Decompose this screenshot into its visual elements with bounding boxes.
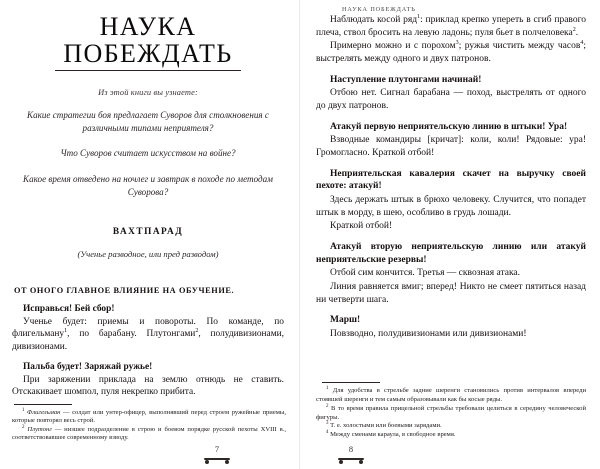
book-title-line-2: ПОБЕЖДАТЬ <box>63 38 233 68</box>
footnote-text: Между сменами караула, в свободное время. <box>330 431 456 439</box>
paragraph-text-part: Наблюдать косой ряд <box>330 15 418 25</box>
ornament-dot-right <box>225 460 229 464</box>
chapter-title: ВАХТПАРАД <box>112 226 184 237</box>
page-folio <box>328 446 374 465</box>
footnote-number: 2 <box>326 403 329 409</box>
chapter-subtitle: (Ученье разводное, или пред разводом) <box>77 248 219 259</box>
footnote-term: Флигельман <box>27 408 61 416</box>
running-header: НАУКА ПОБЕЖДАТЬ <box>342 6 416 13</box>
footnote <box>316 387 586 405</box>
footnote-text: — низшее подразделение в строю и боевом порядке русской пехоты XVIII в., соответствовавшее современному взводу. <box>12 425 286 442</box>
command-line: Марш! <box>330 315 361 326</box>
footnote-text: Для удобства в стрельбе задние шеренги становились против интервалов впереди стоявшей шеренги и тем самым образовывали как бы косые ряды. <box>316 387 586 404</box>
footnote <box>12 409 286 426</box>
paragraph-text-part: Ученье будет: приемы и повороты. По команде, по флигельману <box>12 317 284 340</box>
command-line: Атакуй вторую неприятельскую линию или атакуй неприятельские резервы! <box>316 242 586 265</box>
paragraph-text-part: . <box>575 27 579 38</box>
footnote <box>316 431 586 440</box>
footnote-marker[interactable]: 4 <box>580 40 584 47</box>
body-paragraph: Линия равняется вмиг; вперед! Никто не смеет пятиться назад ни четверти шага. <box>316 282 586 305</box>
teaser-question-2: Что Суворов считает искусством на войне? <box>60 148 236 159</box>
footnote <box>316 422 586 431</box>
footnote-number: 4 <box>326 430 329 436</box>
right-page <box>300 0 600 469</box>
ornament-dot-right <box>359 460 363 464</box>
footnote <box>316 405 586 423</box>
footnotes-area <box>12 404 286 443</box>
footnote-number: 1 <box>22 407 25 413</box>
teaser-question-3: Какое время отведено на ночлег и завтрак в походе по методам Суворова? <box>23 173 273 197</box>
teaser-lead: Из этой книги вы узнаете: <box>98 88 198 98</box>
book-title <box>12 14 284 67</box>
footnote-number: 2 <box>22 424 25 430</box>
body-paragraph <box>12 316 284 353</box>
footnote-number: 1 <box>326 386 329 392</box>
footnote-marker[interactable]: 1 <box>64 328 68 335</box>
page-number: 7 <box>214 444 220 454</box>
page-number: 8 <box>348 444 354 454</box>
book-title-line-1: НАУКА <box>99 12 197 41</box>
paragraph-text-part: ; ружья чистить между часов <box>458 41 581 52</box>
body-paragraph: Краткой отбой! <box>330 221 393 232</box>
footnote-text: Т. е. холостыми или боевыми зарядами. <box>330 422 442 430</box>
paragraph-text-part: , полудивизионами, дивизионами. <box>12 329 285 352</box>
footnotes-area <box>316 382 586 440</box>
body-paragraph: Взводные командиры [кричат]: коли, коли! Рядовые: ура! Громогласно. Краткой отбой! <box>316 135 586 159</box>
folio-ornament-icon <box>204 457 230 465</box>
body-paragraph: Повзводно, полудивизионами или дивизионами! <box>330 329 527 340</box>
footnote-text: — солдат или унтер-офицер, выполнявший перед строем ружейные приемы, которые повторял весь строй. <box>12 408 286 425</box>
body-paragraph <box>316 40 586 65</box>
body-paragraph: Здесь держать штык в брюхо человеку. Случится, что попадет штык в морду, в шею, особливо в грудь лошади. <box>316 195 586 218</box>
teaser-question-1: Какие стратегии боя предлагает Суворов для столкновения с различными типами неприятеля? <box>27 110 269 134</box>
command-line: Исправься! Бей сбор! <box>23 303 115 314</box>
body-paragraph: При заряжении приклада на землю отнюдь не ставить. Отскакивает шомпол, пуля некрепко прибита. <box>12 374 284 398</box>
footnote-text: В то время правила прицельной стрельбы требовали целиться в середину человеческой фигуры. <box>316 404 586 421</box>
command-line: Пальба будет! Заряжай ружье! <box>23 361 153 372</box>
command-line: Наступление плутонгами начинай! <box>330 74 482 85</box>
title-underline-rule <box>55 70 241 71</box>
ornament-dot-left <box>205 460 209 464</box>
footnote-marker[interactable]: 1 <box>417 13 421 20</box>
paragraph-text-part: : приклад крепко упереть в сгиб правого плеча, ствол бросить на левую ладонь; пуля бьет в полчеловека <box>316 15 586 38</box>
footnote <box>12 426 286 443</box>
paragraph-text-part: , по барабану. Плутонгами <box>67 329 196 340</box>
page-folio <box>194 446 240 465</box>
footnote-number: 3 <box>326 421 329 427</box>
footnote-marker[interactable]: 3 <box>455 40 459 47</box>
paragraph-text-part: ; выстрелять между одного и двух патронов. <box>316 41 586 65</box>
footnote-separator-rule <box>322 382 380 383</box>
footnote-term: Плутонг <box>27 425 52 433</box>
body-paragraph: Отбою нет. Сигнал барабана — поход, выстрелять от одного до двух патронов. <box>316 88 586 112</box>
footnote-marker[interactable]: 2 <box>195 328 199 335</box>
body-paragraph: Отбой сим кончится. Третья — сквозная атака. <box>330 268 521 279</box>
footnote-separator-rule <box>14 404 72 405</box>
section-heading: ОТ ОНОГО ГЛАВНОЕ ВЛИЯНИЕ НА ОБУЧЕНИЕ. <box>14 285 235 295</box>
folio-ornament-icon <box>338 457 364 465</box>
command-line: Неприятельская кавалерия скачет на выручку своей пехоте: атакуй! <box>316 168 586 192</box>
ornament-dot-left <box>339 460 343 464</box>
footnote-marker[interactable]: 2 <box>572 26 576 33</box>
body-paragraph <box>316 14 586 39</box>
paragraph-text-part: Примерно можно и с порохом <box>330 41 456 52</box>
command-line: Атакуй первую неприятельскую линию в штыки! Ура! <box>330 121 568 132</box>
